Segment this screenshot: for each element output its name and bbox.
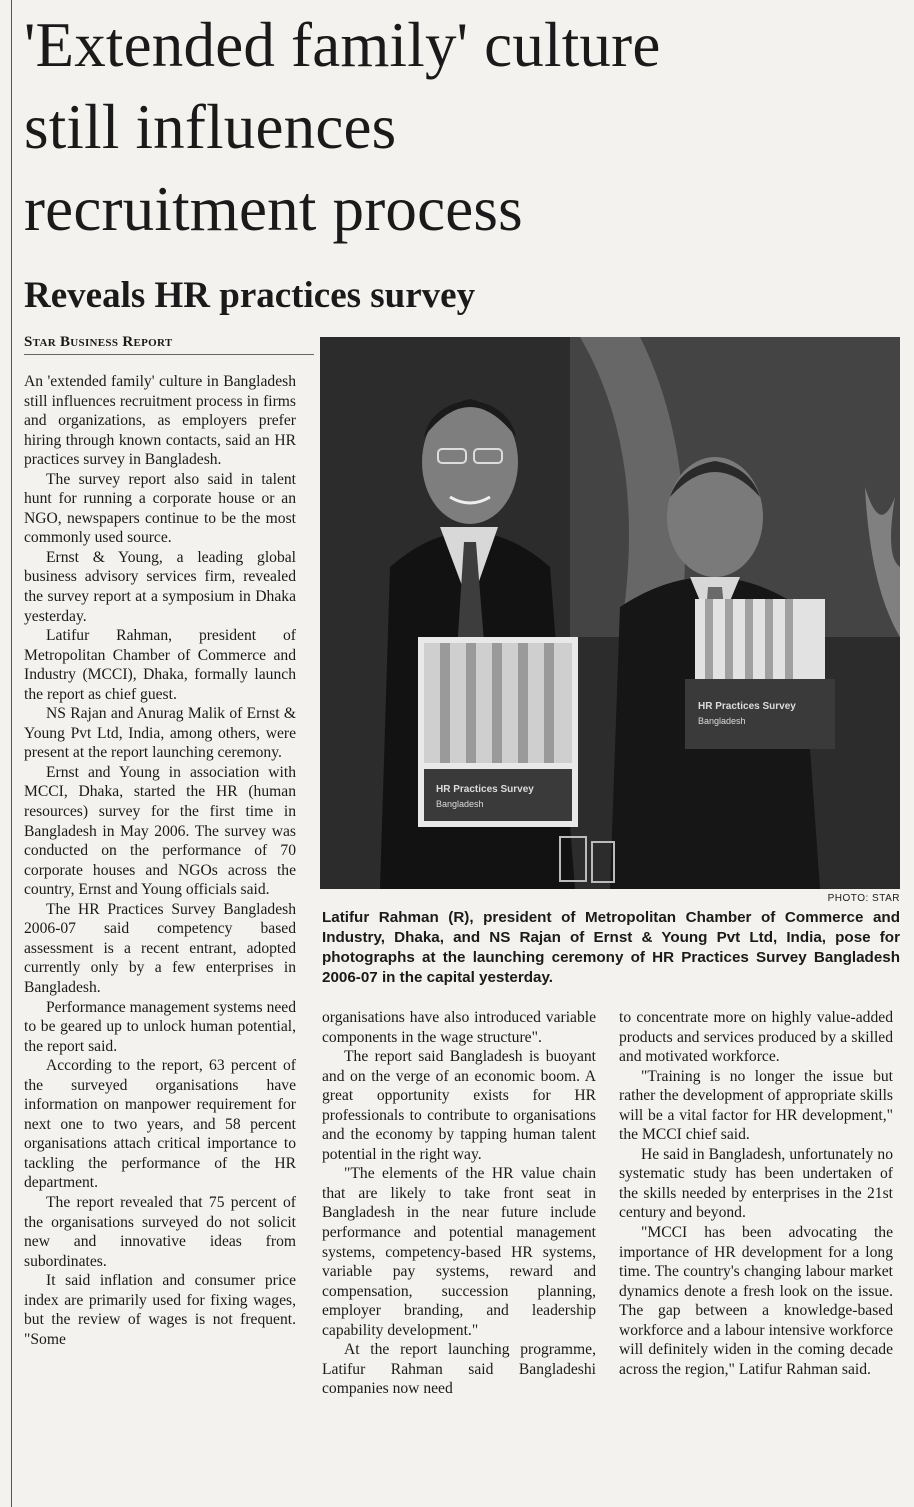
paragraph: to concentrate more on highly value-added products and services produced by a skilled and motivated workforce. [619, 1009, 893, 1066]
article-column-3 [619, 1008, 893, 1379]
photo-credit: PHOTO: STAR [827, 893, 900, 904]
photo-caption: Latifur Rahman (R), president of Metropolitan Chamber of Commerce and Industry, Dhaka, and NS Rajan of Ernst & Young Pvt Ltd, India, pose for photographs at the launching ceremony of HR Practices Survey Bangladesh 2006-07 in the capital yesterday. [322, 909, 900, 986]
paragraph: According to the report, 63 percent of the surveyed organisations have information on manpower requirement for next one to two years, and 58 percent organisations attach critical importance to tackling the performance of the HR department. [24, 1057, 296, 1192]
paragraph: The report revealed that 75 percent of the organisations surveyed do not solicit new and innovative ideas from subordinates. [24, 1193, 296, 1270]
headline-line: recruitment process [24, 174, 523, 244]
headline-line: still influences [24, 92, 397, 162]
paragraph: The survey report also said in talent hunt for running a corporate house or an NGO, newspapers continue to be the most commonly used source. [24, 470, 296, 547]
brochure-left-title: HR Practices Survey [436, 784, 534, 795]
paragraph: NS Rajan and Anurag Malik of Ernst & Young Pvt Ltd, India, among others, were present at the report launching ceremony. [24, 705, 296, 762]
article-column-1 [24, 372, 296, 1349]
article-column-2 [322, 1008, 596, 1399]
brochure-right-subtitle: Bangladesh [698, 716, 746, 726]
headline [24, 4, 904, 250]
headline-line: 'Extended family' culture [24, 10, 661, 80]
news-photo [320, 337, 900, 889]
paragraph: organisations have also introduced variable components in the wage structure". [322, 1009, 596, 1046]
paragraph: Latifur Rahman, president of Metropolitan Chamber of Commerce and Industry (MCCI), Dhaka, formally launch the report as chief guest. [24, 627, 296, 703]
brochure-right-title: HR Practices Survey [698, 701, 796, 712]
paragraph: Performance management systems need to be geared up to unlock human potential, the report said. [24, 998, 296, 1055]
paragraph: Ernst and Young in association with MCCI, Dhaka, started the HR (human resources) survey for the first time in Bangladesh in May 2006. The survey was conducted on the performance of 70 corporate houses and NGOs across the country, Ernst and Young officials said. [24, 763, 296, 899]
paragraph: At the report launching programme, Latifur Rahman said Bangladeshi companies now need [322, 1341, 596, 1398]
photo-illustration [320, 337, 900, 889]
paragraph: Ernst & Young, a leading global business advisory services firm, revealed the survey report at a symposium in Dhaka yesterday. [24, 548, 296, 625]
paragraph: It said inflation and consumer price index are primarily used for fixing wages, but the review of wages is not frequent. "Some [24, 1272, 296, 1348]
paragraph: An 'extended family' culture in Bangladesh still influences recruitment process in firms and organizations, as employers prefer hiring through known contacts, said an HR practices survey in Bangladesh. [24, 373, 296, 469]
column-rule [11, 0, 12, 1507]
paragraph: The HR Practices Survey Bangladesh 2006-07 said competency based assessment is a recent entrant, adopted currently only by a few enterprises in Bangladesh. [24, 900, 296, 996]
byline: Star Business Report [24, 334, 314, 355]
brochure-left-subtitle: Bangladesh [436, 799, 484, 809]
paragraph: He said in Bangladesh, unfortunately no systematic study has been undertaken of the skills needed by enterprises in the 21st century and beyond. [619, 1145, 893, 1222]
paragraph: "Training is no longer the issue but rather the development of appropriate skills will be a vital factor for HR development," the MCCI chief said. [619, 1067, 893, 1144]
subheadline: Reveals HR practices survey [24, 275, 476, 316]
paragraph: The report said Bangladesh is buoyant and on the verge of an economic boom. A great opportunity exists for HR professionals to contribute to organisations and the economy by tapping human talent potential in the right way. [322, 1048, 596, 1163]
paragraph: "MCCI has been advocating the importance of HR development for a long time. The country's changing labour market dynamics denote a fresh look on the issue. The gap between a knowledge-based workforce and a labour intensive workforce will definitely widen in the coming decade across the region," Latifur Rahman said. [619, 1224, 893, 1378]
paragraph: "The elements of the HR value chain that are likely to take front seat in Bangladesh in the near future include performance and potential management systems, competency-based HR systems, variable pay systems, reward and compensation, succession planning, employer branding, and leadership capability development." [322, 1165, 596, 1339]
